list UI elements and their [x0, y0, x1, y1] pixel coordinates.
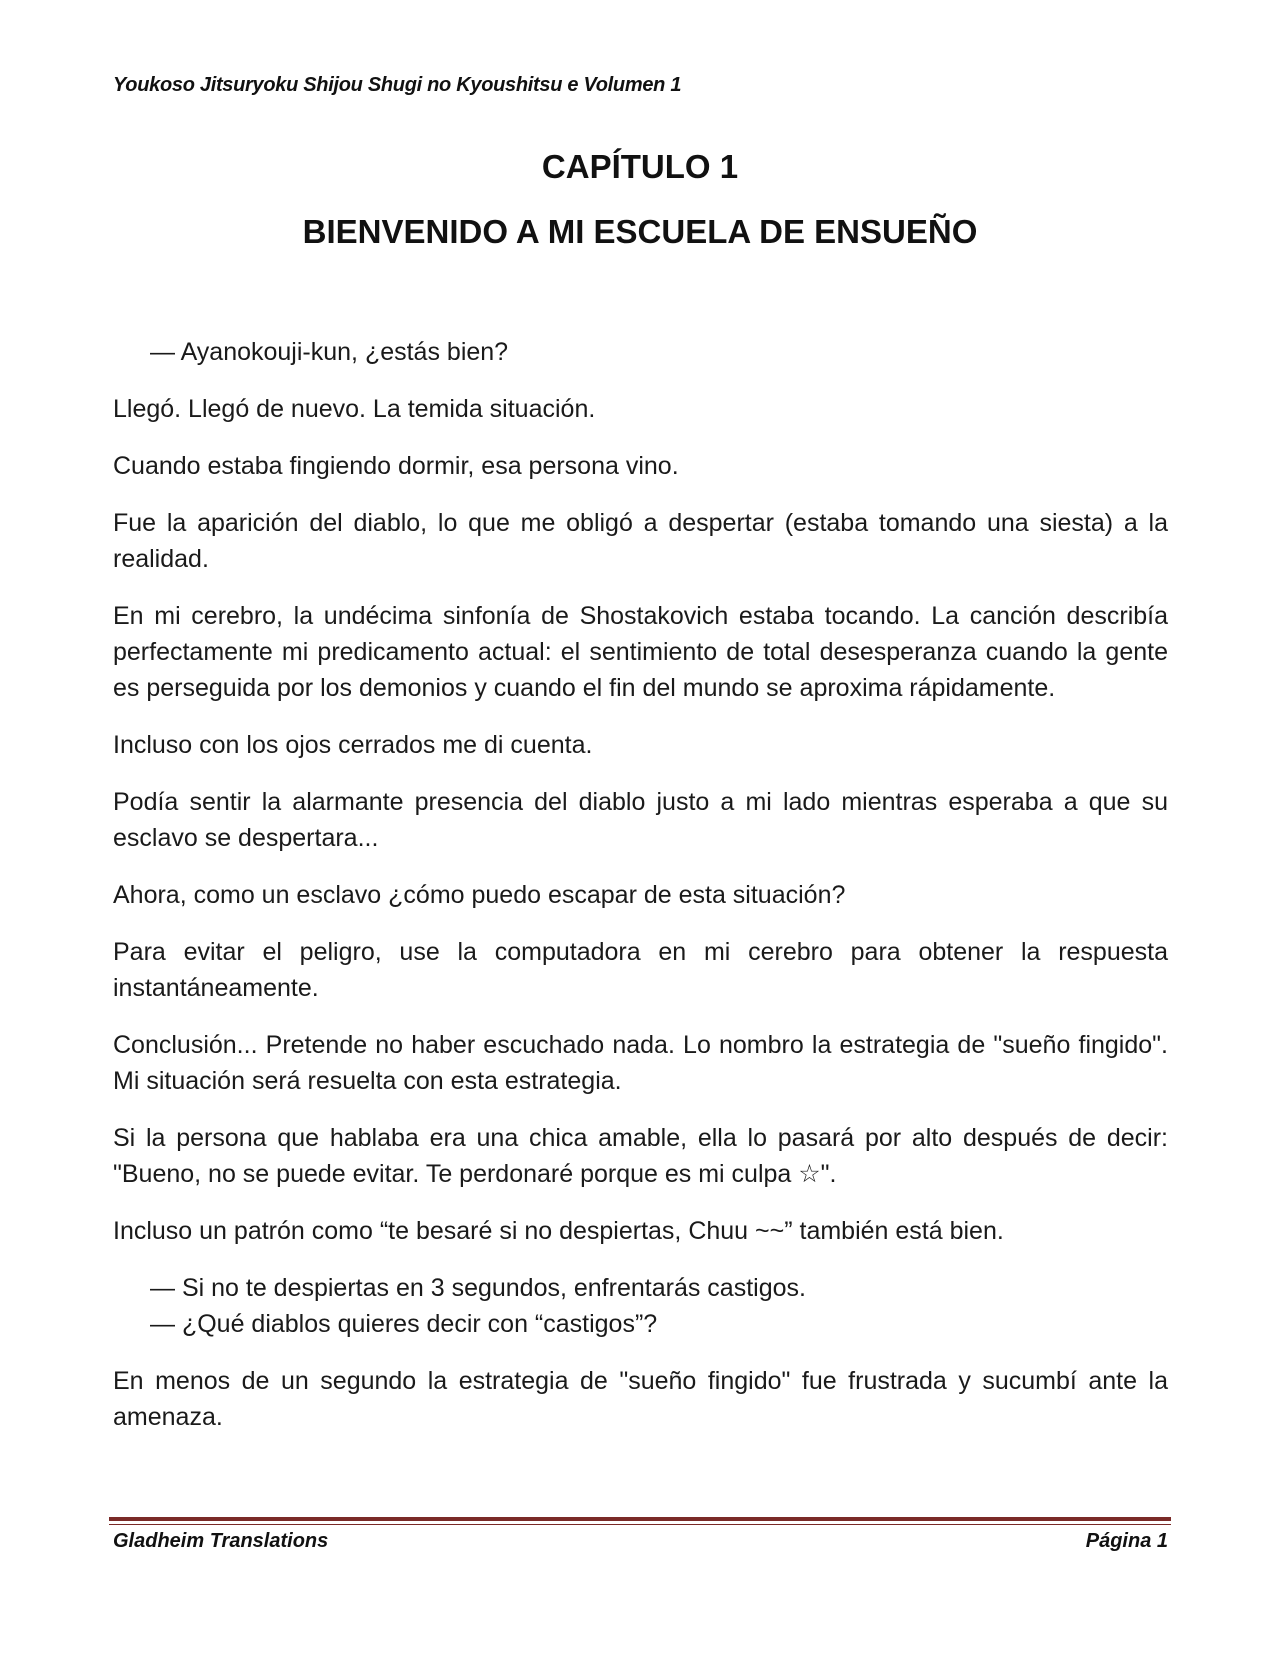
paragraph: Ahora, como un esclavo ¿cómo puedo escapar de esta situación? — [113, 881, 846, 909]
paragraph: Cuando estaba fingiendo dormir, esa persona vino. — [113, 452, 679, 480]
page-number: Página 1 — [1085, 1530, 1168, 1552]
dialog-line: — Si no te despiertas en 3 segundos, enfrentarás castigos. — [150, 1274, 806, 1302]
chapter-title: BIENVENIDO A MI ESCUELA DE ENSUEÑO — [302, 213, 978, 250]
dialog-line: — ¿Qué diablos quieres decir con “castigos”? — [150, 1310, 658, 1338]
paragraph: Conclusión... Pretende no haber escuchado nada. Lo nombro la estrategia de "sueño fingido". Mi situación será resuelta con esta estrategia. — [113, 1031, 1168, 1095]
paragraph: — Ayanokouji-kun, ¿estás bien? — [150, 338, 509, 366]
paragraph: Llegó. Llegó de nuevo. La temida situación. — [113, 395, 596, 423]
body-text — [113, 334, 1168, 1456]
paragraph: Para evitar el peligro, use la computadora en mi cerebro para obtener la respuesta instantáneamente. — [113, 938, 1168, 1002]
footer-publisher: Gladheim Translations — [113, 1530, 329, 1552]
footer-divider-thin — [109, 1524, 1171, 1525]
paragraph: Incluso con los ojos cerrados me di cuenta. — [113, 731, 593, 759]
chapter-number: CAPÍTULO 1 — [541, 148, 739, 185]
paragraph: En menos de un segundo la estrategia de "sueño fingido" fue frustrada y sucumbí ante la amenaza. — [113, 1367, 1168, 1431]
paragraph: Si la persona que hablaba era una chica amable, ella lo pasará por alto después de decir: "Bueno, no se puede evitar. Te perdonaré porque es mi culpa ☆". — [113, 1124, 1168, 1188]
paragraph: En mi cerebro, la undécima sinfonía de Shostakovich estaba tocando. La canción describía perfectamente mi predicamento actual: el sentimiento de total desesperanza cuando la gente es perseguida por los demonios y cuando el fin del mundo se aproxima rápidamente. — [113, 602, 1168, 702]
paragraph: Podía sentir la alarmante presencia del diablo justo a mi lado mientras esperaba a que su esclavo se despertara... — [113, 788, 1168, 852]
paragraph: Incluso un patrón como “te besaré si no despiertas, Chuu ~~” también está bien. — [113, 1217, 1004, 1245]
running-header: Youkoso Jitsuryoku Shijou Shugi no Kyoushitsu e Volumen 1 — [113, 74, 682, 96]
footer-divider — [109, 1517, 1171, 1521]
paragraph: Fue la aparición del diablo, lo que me obligó a despertar (estaba tomando una siesta) a la realidad. — [113, 509, 1168, 573]
